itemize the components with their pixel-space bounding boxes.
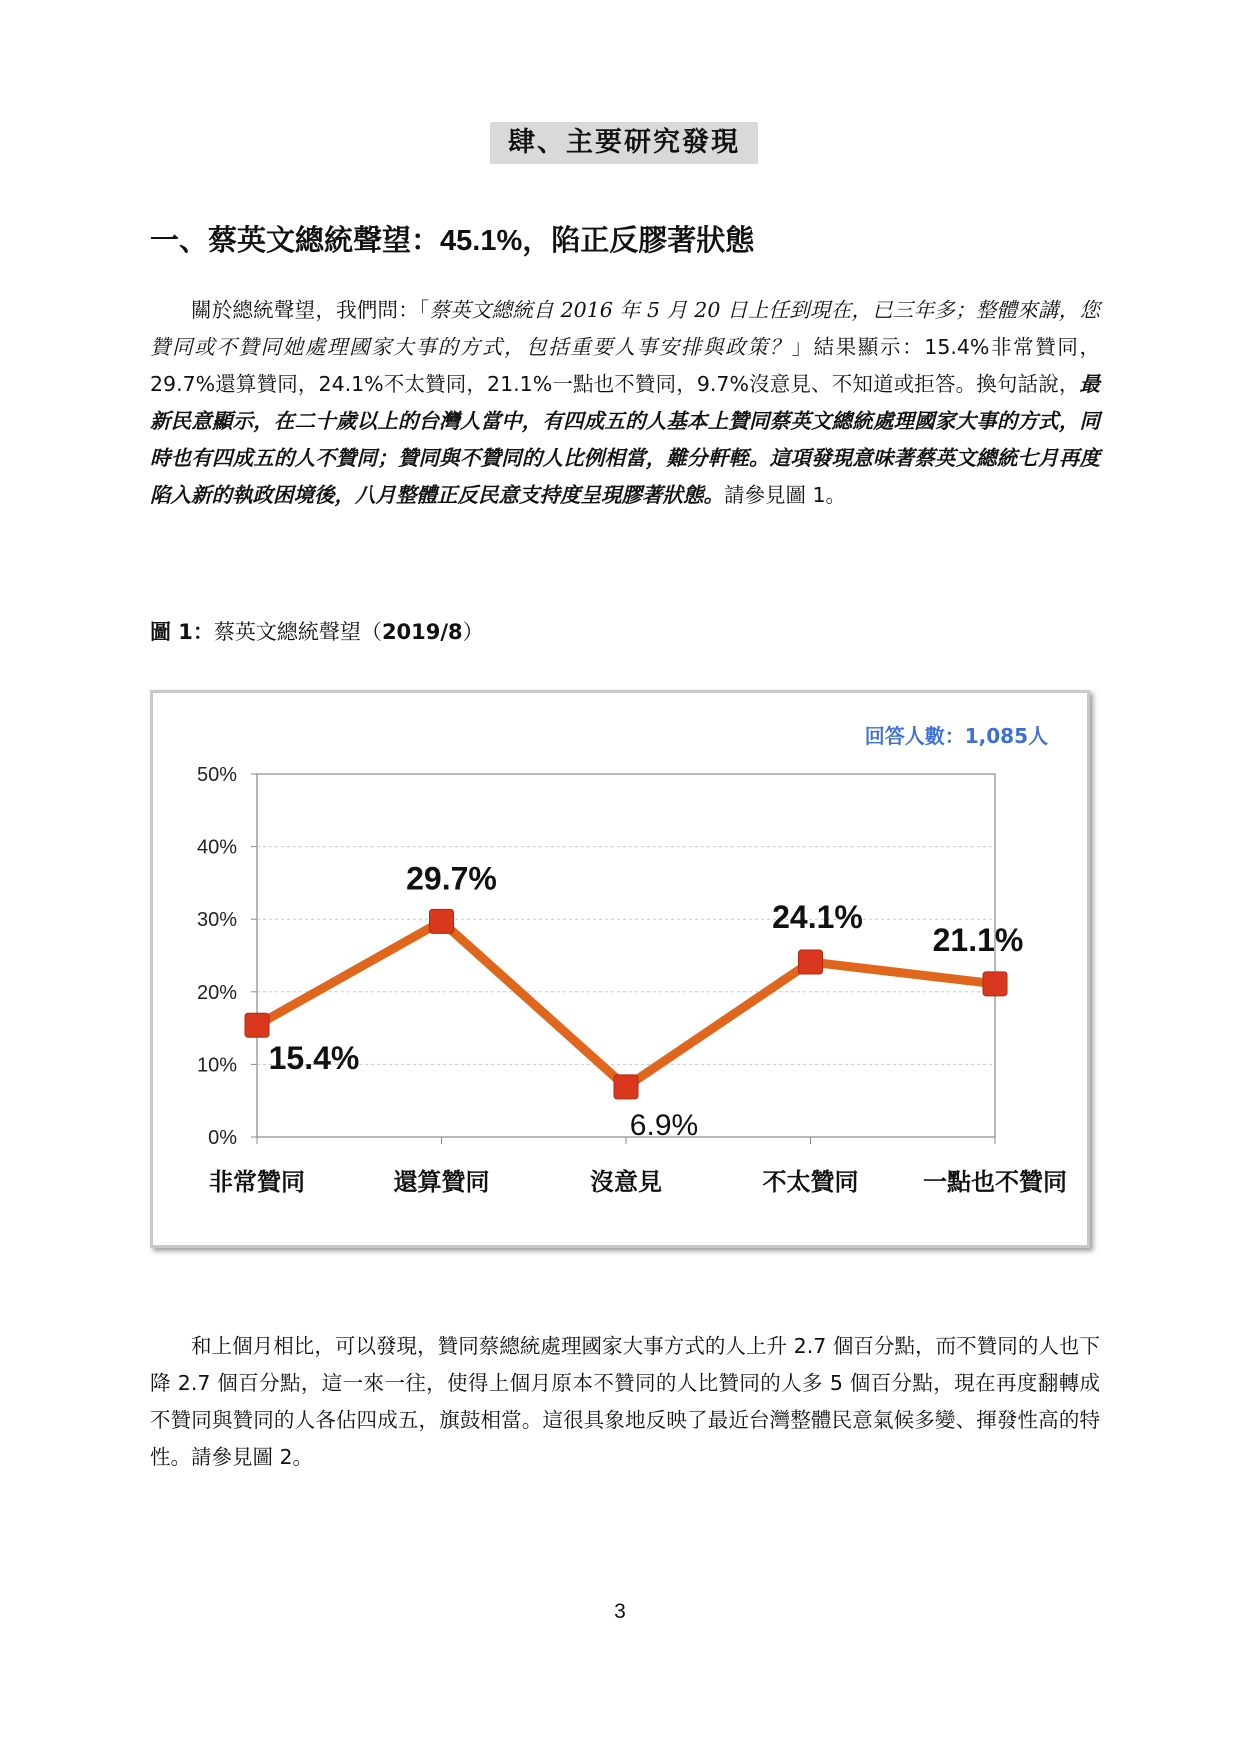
y-tick-label: 20% bbox=[196, 981, 237, 1004]
data-label: 24.1% bbox=[772, 899, 863, 936]
data-label: 15.4% bbox=[268, 1040, 360, 1077]
x-category-label: 一點也不贊同 bbox=[923, 1168, 1067, 1196]
respondent-count: 回答人數：1,085人 bbox=[864, 724, 1048, 748]
paragraph-2: 和上個月相比，可以發現，贊同蔡總統處理國家大事方式的人上升 2.7 個百分點，而不贊同的人也下降 2.7 個百分點，這一來一往，使得上個月原本不贊同的人比贊同的人多 5 個百分點，現在再度翻轉成不贊同與贊同的人各佔四成五，旗鼓相當。這很具象地反映了最近台灣整體民意氣候多變、揮發性高的特性。請參見圖 2。 bbox=[150, 1334, 1100, 1469]
survey-question: 蔡英文總統自 2016 年 5 月 20 日上任到現在，已三年多；整體來講，您贊同或不贊同她處理國家大事的方式，包括重要人事安排與政策？ bbox=[150, 298, 1100, 359]
section-title: 肆、主要研究發現 bbox=[490, 122, 758, 164]
figure-close: ） bbox=[462, 620, 484, 644]
data-point bbox=[614, 1075, 638, 1099]
data-point bbox=[983, 972, 1007, 996]
para1-results: 」結果顯示：15.4%非常贊同，29.7%還算贊同，24.1%不太贊同，21.1%一點也不贊同，9.7%沒意見、不知道或拒答。換句話說， bbox=[150, 335, 1101, 396]
figure-date: 2019/8 bbox=[381, 620, 463, 644]
data-label: 6.9% bbox=[629, 1108, 699, 1142]
paragraph-1 bbox=[150, 292, 1100, 514]
y-tick-label: 50% bbox=[196, 764, 237, 786]
x-category-label: 還算贊同 bbox=[393, 1168, 490, 1196]
x-category-label: 非常贊同 bbox=[209, 1168, 305, 1196]
approval-chart bbox=[150, 690, 1090, 1248]
para1-tail: 請參見圖 1。 bbox=[724, 483, 847, 507]
x-category-label: 不太贊同 bbox=[762, 1168, 859, 1196]
heading-value: 45.1% bbox=[440, 225, 523, 257]
data-point bbox=[430, 909, 454, 933]
heading bbox=[150, 218, 1110, 263]
figure-caption bbox=[150, 616, 484, 646]
data-label: 21.1% bbox=[932, 921, 1024, 958]
figure-label: 圖 1： bbox=[150, 620, 214, 644]
y-tick-label: 10% bbox=[196, 1054, 237, 1077]
page-number: 3 bbox=[614, 1600, 626, 1623]
para1-intro: 關於總統聲望，我們問：「 bbox=[191, 298, 430, 322]
x-category-label: 沒意見 bbox=[590, 1168, 662, 1196]
y-tick-label: 30% bbox=[196, 909, 237, 932]
heading-prefix: 一、蔡英文總統聲望： bbox=[150, 223, 441, 257]
para1-emphasis: 最新民意顯示，在二十歲以上的台灣人當中，有四成五的人基本上贊同蔡英文總統處理國家大事的方式，同時也有四成五的人不贊同；贊同與不贊同的人比例相當，難分軒輊。這項發現意味著蔡英文總統七月再度陷入新的執政困境後，八月整體正反民意支持度呈現膠著狀態。 bbox=[150, 372, 1100, 507]
series-line bbox=[257, 921, 995, 1087]
data-label: 29.7% bbox=[406, 860, 497, 897]
data-point bbox=[245, 1013, 269, 1037]
y-tick-label: 0% bbox=[208, 1127, 237, 1149]
heading-suffix: ，陷正反膠著狀態 bbox=[522, 223, 755, 257]
figure-title: 蔡英文總統聲望（ bbox=[213, 620, 382, 644]
data-point bbox=[799, 950, 823, 974]
y-tick-label: 40% bbox=[196, 836, 237, 859]
chart-svg bbox=[153, 693, 1087, 1245]
